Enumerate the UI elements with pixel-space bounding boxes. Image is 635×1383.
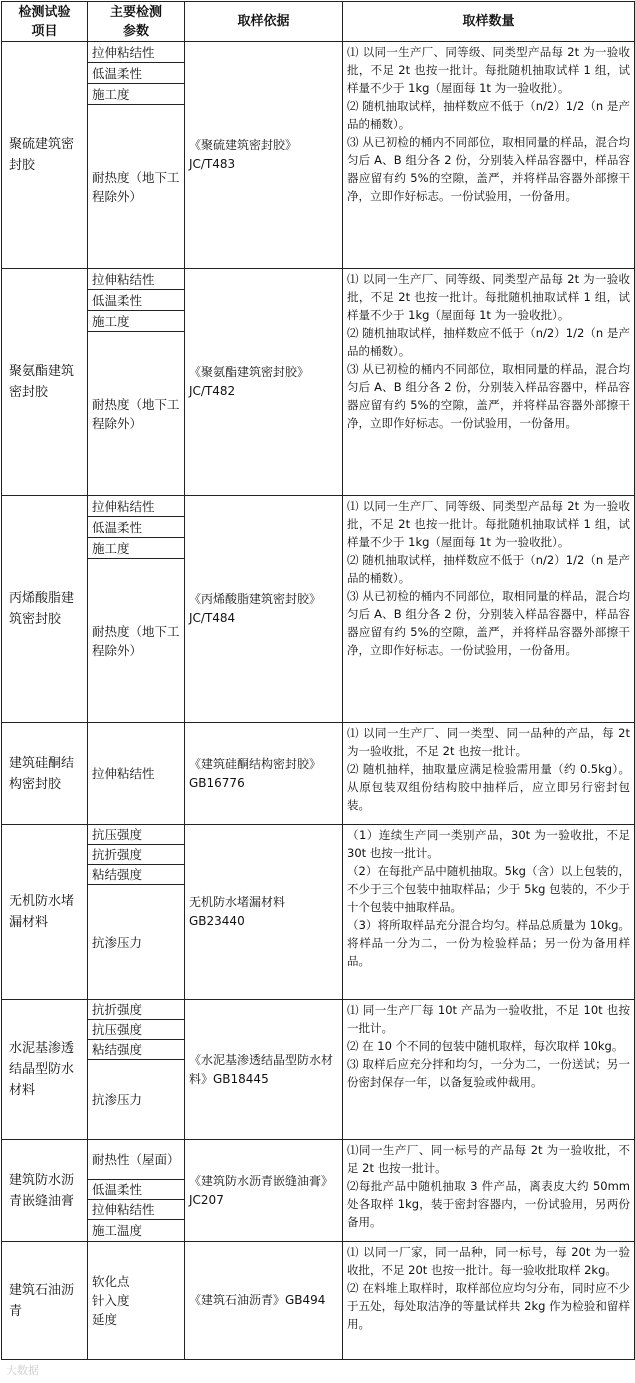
quantity-text: （3）将所取样品充分混合均匀。样品总质量为 10kg。将样品一分为二，一份为检验样品；另一份为备用样品。: [347, 918, 630, 968]
header-basis: 取样依据: [185, 2, 343, 42]
quantity-cell: [343, 1140, 635, 1242]
table-row: [2, 496, 635, 517]
quantity-text: ⑴ 以同一生产厂、同等级、同类型产品每 2t 为一验收批，不足 2t 也按一批计。每批随机抽取试样 1 组，试样量不少于 1kg（屋面每 1t 为一验收批）。: [347, 45, 630, 95]
param-cell: 抗渗压力: [88, 1060, 185, 1140]
param-cell: 抗压强度: [88, 825, 185, 845]
item-cell: 聚硫建筑密封胶: [2, 42, 88, 269]
quantity-cell: [343, 723, 635, 825]
quantity-text: ⑵ 随机抽取试样，抽样数应不低于（n/2）1/2（n 是产品的桶数）。: [347, 99, 630, 131]
param-cell: 低温柔性: [88, 517, 185, 538]
param-cell: 耐热度（地下工程除外）: [88, 332, 185, 496]
basis-cell: 《丙烯酸脂建筑密封胶》JC/T484: [185, 496, 343, 723]
param-cell: 拉伸粘结性: [88, 1200, 185, 1220]
quantity-text: ⑴ 同一生产厂每 10t 产品为一验收批，不足 10t 也按一批计。: [347, 1003, 630, 1035]
item-cell: 水泥基渗透结晶型防水材料: [2, 1000, 88, 1140]
param-line: 针入度: [92, 1293, 130, 1308]
basis-cell: 《建筑石油沥青》GB494: [185, 1242, 343, 1360]
param-cell: 粘结强度: [88, 1040, 185, 1060]
quantity-text: ⑴ 以同一厂家，同一品种，同一标号，每 20t 为一验收批，不足 20t 也按一批计。每一验收批取样 2kg。: [347, 1245, 630, 1277]
quantity-text: ⑴ 以同一生产厂、同等级、同类型产品每 2t 为一验收批，不足 2t 也按一批计。每批随机抽取试样 1 组，试样量不少于 1kg（屋面每 1t 为一验收批）。: [347, 272, 630, 322]
basis-cell: 《建筑防水沥青嵌缝油膏》JC207: [185, 1140, 343, 1242]
param-cell: 施工度: [88, 311, 185, 332]
param-cell: 低温柔性: [88, 63, 185, 84]
quantity-cell: [343, 1000, 635, 1140]
quantity-text: ⑴ 以同一生产厂、同一类型、同一品种的产品，每 2t 为一验收批，不足 2t 也按一批计。: [347, 726, 630, 758]
quantity-text: ⑶ 取样后应充分拌和均匀，一分为二，一份送试；另一份密封保存一年，以备复验或仲裁用。: [347, 1057, 630, 1089]
table-row: [2, 1242, 635, 1360]
table-row: [2, 269, 635, 290]
sampling-table: [1, 1, 635, 1360]
param-cell: 低温柔性: [88, 290, 185, 311]
param-line: 软化点: [92, 1274, 130, 1289]
header-row: [2, 2, 635, 42]
quantity-text: （2）在每批产品中随机抽取。5kg（含）以上包装的，不少于三个包装中抽取样品；少于 5kg 包装的，不少于十个包装中抽取样品。: [347, 864, 630, 914]
param-cell: 耐热度（地下工程除外）: [88, 105, 185, 269]
param-cell: 低温柔性: [88, 1180, 185, 1200]
basis-cell: 《水泥基渗透结晶型防水材料》GB18445: [185, 1000, 343, 1140]
param-cell: 耐热性（屋面）: [88, 1140, 185, 1180]
param-cell: 耐热度（地下工程除外）: [88, 559, 185, 723]
param-cell: 拉伸粘结性: [88, 42, 185, 63]
watermark-text: 大数据: [6, 1364, 39, 1377]
quantity-text: ⑵ 在 10 个不同的包装中随机取样，每次取样 10kg。: [347, 1039, 624, 1053]
header-param: 主要检测 参数: [88, 2, 185, 42]
param-cell: 粘结强度: [88, 865, 185, 885]
table-row: [2, 825, 635, 845]
param-cell: 抗折强度: [88, 845, 185, 865]
quantity-text: ⑵每批产品中随机抽取 3 件产品，离表皮大约 50mm 处各取样 1kg，装于密封容器内，一份试验用，另两份备用。: [347, 1179, 630, 1229]
basis-cell: 《聚硫建筑密封胶》JC/T483: [185, 42, 343, 269]
item-cell: 建筑防水沥青嵌缝油膏: [2, 1140, 88, 1242]
param-cell: 拉伸粘结性: [88, 723, 185, 825]
quantity-cell: [343, 496, 635, 723]
quantity-text: ⑵ 随机抽取试样，抽样数应不低于（n/2）1/2（n 是产品的桶数）。: [347, 553, 630, 585]
param-cell: [88, 1242, 185, 1360]
header-item: 检测试验 项目: [2, 2, 88, 42]
table-row: [2, 723, 635, 825]
quantity-cell: [343, 825, 635, 1000]
quantity-cell: [343, 269, 635, 496]
quantity-text: ⑶ 从已初检的桶内不同部位，取相同量的样品，混合均匀后 A、B 组分各 2 份，分别装入样品容器中，样品容器应留有约 5%的空隙，盖严，并将样品容器外部擦干净，立即作好标志。一份试验用，一份备用。: [347, 362, 630, 430]
quantity-cell: [343, 1242, 635, 1360]
quantity-text: ⑶ 从已初检的桶内不同部位，取相同量的样品，混合均匀后 A、B 组分各 2 份，分别装入样品容器中，样品容器应留有约 5%的空隙，盖严，并将样品容器外部擦干净，立即作好标志。一份试验用，一份备用。: [347, 135, 630, 203]
param-cell: 拉伸粘结性: [88, 496, 185, 517]
item-cell: 建筑石油沥青: [2, 1242, 88, 1360]
quantity-text: （1）连续生产同一类别产品，30t 为一验收批，不足 30t 也按一批计。: [347, 828, 630, 860]
quantity-text: ⑵ 随机抽样，抽取量应满足检验需用量（约 0.5kg）。从原包装双组份结构胶中抽样后，应立即另行密封包装。: [347, 762, 630, 812]
basis-cell: 无机防水堵漏材料 GB23440: [185, 825, 343, 1000]
item-cell: 无机防水堵漏材料: [2, 825, 88, 1000]
param-cell: 抗压强度: [88, 1020, 185, 1040]
header-quantity: 取样数量: [343, 2, 635, 42]
quantity-text: ⑵ 随机抽取试样，抽样数应不低于（n/2）1/2（n 是产品的桶数）。: [347, 326, 630, 358]
quantity-text: ⑶ 从已初检的桶内不同部位，取相同量的样品，混合均匀后 A、B 组分各 2 份，分别装入样品容器中，样品容器应留有约 5%的空隙，盖严，并将样品容器外部擦干净，立即作好标志。一份试验用，一份备用。: [347, 589, 630, 657]
item-cell: 聚氨酯建筑密封胶: [2, 269, 88, 496]
basis-cell: 《聚氨酯建筑密封胶》JC/T482: [185, 269, 343, 496]
item-cell: 建筑硅酮结构密封胶: [2, 723, 88, 825]
param-cell: 抗折强度: [88, 1000, 185, 1020]
quantity-text: ⑴同一生产厂、同一标号的产品每 2t 为一验收批，不足 2t 也按一批计。: [347, 1143, 630, 1175]
quantity-text: ⑴ 以同一生产厂、同等级、同类型产品每 2t 为一验收批，不足 2t 也按一批计。每批随机抽取试样 1 组，试样量不少于 1kg（屋面每 1t 为一验收批）。: [347, 499, 630, 549]
param-cell: 施工度: [88, 84, 185, 105]
item-cell: 丙烯酸脂建筑密封胶: [2, 496, 88, 723]
table-row: [2, 42, 635, 63]
param-cell: 抗渗压力: [88, 885, 185, 1000]
param-line: 延度: [92, 1312, 118, 1327]
param-cell: 施工度: [88, 538, 185, 559]
table-row: [2, 1000, 635, 1020]
param-cell: 施工温度: [88, 1220, 185, 1242]
quantity-text: ⑵ 在料堆上取样时，取样部位应均匀分布，同时应不少于五处，每处取洁净的等量试样共 2kg 作为检验和留样用。: [347, 1281, 630, 1331]
table-row: [2, 1140, 635, 1180]
param-cell: 拉伸粘结性: [88, 269, 185, 290]
quantity-cell: [343, 42, 635, 269]
basis-cell: 《建筑硅酮结构密封胶》GB16776: [185, 723, 343, 825]
